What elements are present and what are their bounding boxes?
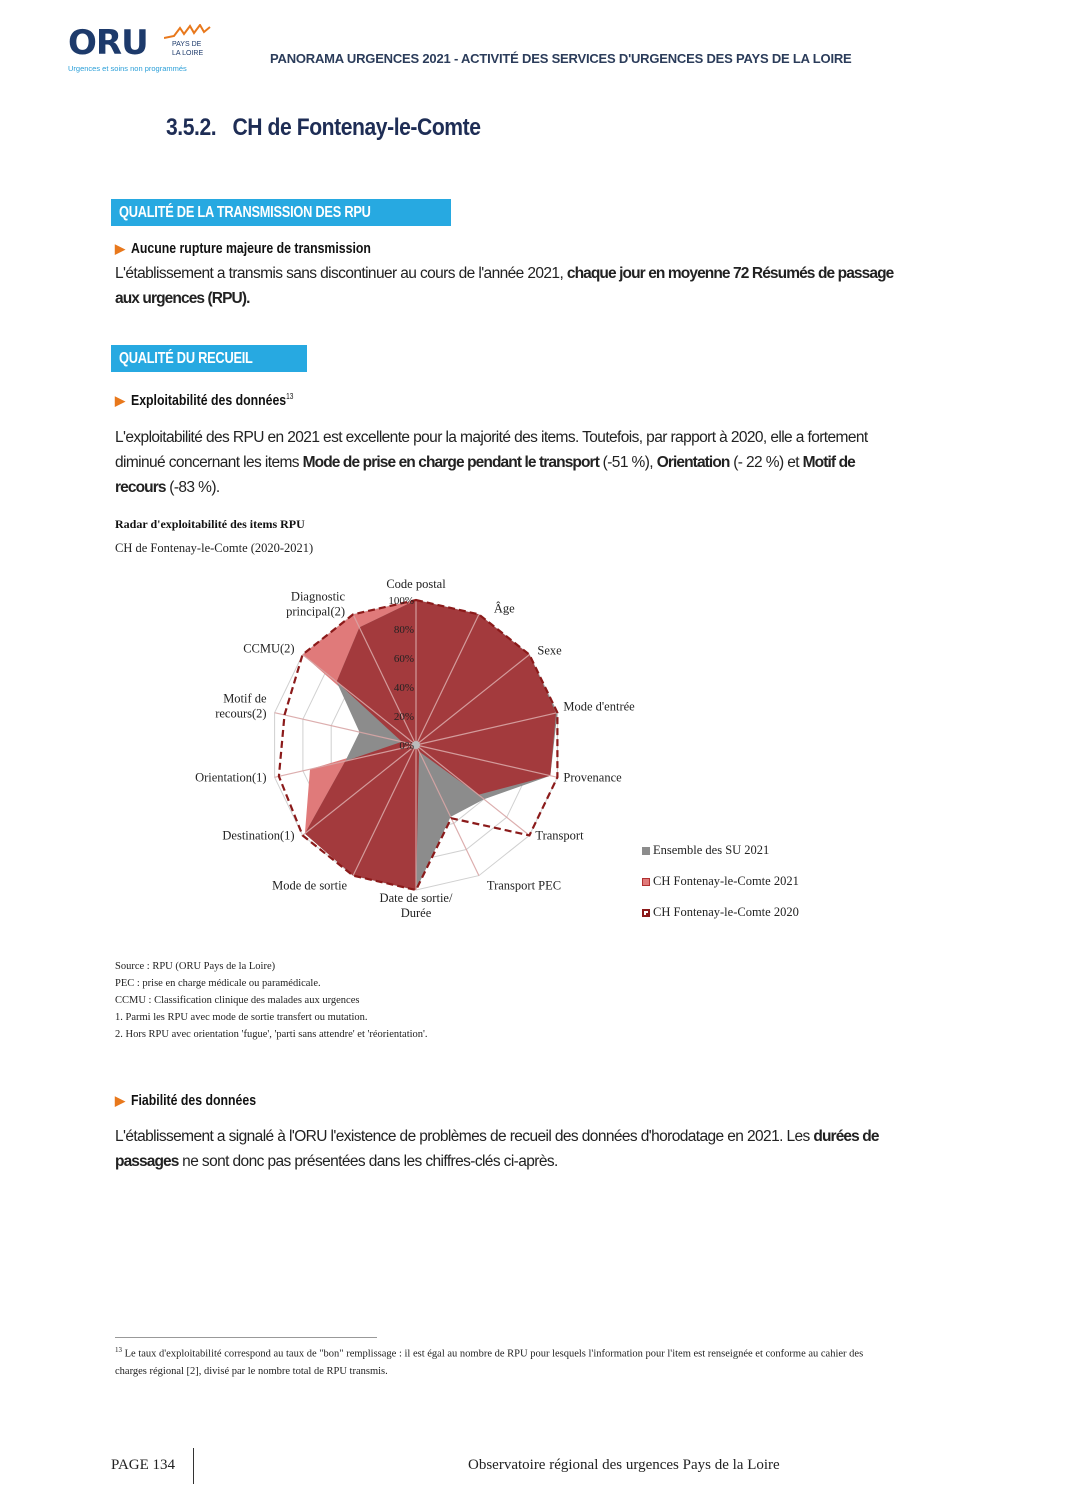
- subhead-transmission: [115, 240, 424, 257]
- chart-notes: [115, 958, 428, 1043]
- legend-swatch-grey-icon: [642, 847, 650, 855]
- text-plain: L'établissement a transmis sans discontinuer au cours de l'année 2021,: [115, 265, 567, 282]
- section-number: 3.5.2.: [166, 114, 217, 141]
- tick-label: 20%: [393, 711, 414, 723]
- axis-label: Transport: [535, 828, 584, 843]
- legend-item-ch-2020: [642, 905, 799, 936]
- axis-label: Mode de sortie: [272, 878, 348, 893]
- logo-tagline: Urgences et soins non programmés: [68, 64, 187, 73]
- axis-label: Transport PEC: [486, 878, 562, 893]
- axis-label: CCMU(2): [243, 641, 295, 656]
- text-plain: (- 22 %) et: [729, 454, 803, 471]
- logo-region-line2: LA LOIRE: [172, 50, 204, 57]
- axis-label: Destination(1): [222, 828, 295, 843]
- axis-label: Orientation(1): [195, 770, 267, 785]
- axis-label: Sexe: [537, 643, 562, 658]
- axis-label: Code postal: [386, 577, 446, 591]
- subhead-exploitabilite-label: [131, 392, 293, 409]
- text-bold: Mode de prise en charge pendant le transport: [302, 454, 599, 471]
- axis-label: Âge: [493, 601, 515, 616]
- chart-subtitle: CH de Fontenay-le-Comte (2020-2021): [115, 541, 314, 555]
- legend-label: Ensemble des SU 2021: [653, 843, 770, 857]
- logo-wave-icon: [164, 24, 214, 40]
- text-bold: chaque jour en moyenne 72 Résumés de passage aux urgences (RPU).: [115, 265, 894, 307]
- paragraph-fiabilite: [115, 1124, 895, 1174]
- band-transmission: [111, 199, 451, 226]
- axis-label: Motif de recours(2): [215, 691, 267, 721]
- section-heading: [166, 114, 481, 142]
- legend-item-ch-2021: [642, 874, 799, 905]
- note-ccmu: CCMU : Classification clinique des malades aux urgences: [115, 995, 360, 1006]
- triangle-bullet-icon: ▶: [115, 393, 125, 408]
- axis-label: Date de sortie/ Durée: [379, 891, 453, 920]
- note-2: 2. Hors RPU avec orientation 'fugue', 'parti sans attendre' et 'réorientation'.: [115, 1029, 428, 1040]
- logo-region: [172, 40, 203, 58]
- axis-label: Mode d'entrée: [563, 699, 635, 714]
- running-title: PANORAMA URGENCES 2021 - ACTIVITÉ DES SERVICES D'URGENCES DES PAYS DE LA LOIRE: [270, 51, 852, 66]
- footnote: [115, 1342, 895, 1380]
- paragraph-transmission: [115, 261, 895, 311]
- footnote-ref: 13: [286, 392, 294, 401]
- chart-legend: [642, 843, 799, 936]
- subhead-exploitabilite: [115, 392, 329, 409]
- radar-chart: [160, 570, 640, 940]
- subhead-text: Exploitabilité des données: [131, 392, 287, 409]
- band-recueil-label: QUALITÉ DU RECUEIL: [119, 350, 253, 367]
- axis-label: Diagnostic principal(2): [286, 589, 346, 619]
- subhead-transmission-label: Aucune rupture majeure de transmission: [131, 240, 371, 257]
- legend-swatch-dashed-icon: [642, 909, 650, 917]
- footer-divider: [193, 1448, 194, 1484]
- page-number: PAGE 134: [111, 1457, 176, 1473]
- note-1: 1. Parmi les RPU avec mode de sortie transfert ou mutation.: [115, 1012, 368, 1023]
- text-plain: L'exploitabilité des RPU en 2021 est excellente pour la majorité des items. Toutefois, par rapport à 2020, elle a fortement diminué concernant les items: [115, 429, 868, 471]
- logo-wordmark: ORU: [68, 23, 148, 63]
- text-bold: Motif de recours: [115, 454, 855, 496]
- axis-label: Provenance: [563, 770, 622, 785]
- text-bold: durées de passages: [115, 1128, 879, 1170]
- legend-label: CH Fontenay-le-Comte 2020: [653, 905, 799, 919]
- footer-organization: Observatoire régional des urgences Pays de la Loire: [468, 1457, 780, 1473]
- note-source: Source : RPU (ORU Pays de la Loire): [115, 961, 276, 972]
- triangle-bullet-icon: ▶: [115, 1093, 125, 1108]
- tick-label: 40%: [393, 682, 414, 694]
- legend-item-ensemble: [642, 843, 799, 874]
- tick-label: 0%: [399, 740, 414, 752]
- tick-label: 80%: [393, 624, 414, 636]
- footnote-text: Le taux d'exploitabilité correspond au taux de "bon" remplissage : il est égal au nombre de RPU pour lesquels l'information pour l'item est renseignée et conforme au cahier des charges régional [2], divisé par le nombre total de RPU transmis.: [115, 1348, 864, 1377]
- paragraph-exploitabilite: [115, 425, 895, 500]
- band-transmission-label: QUALITÉ DE LA TRANSMISSION DES RPU: [119, 204, 371, 221]
- band-recueil: [111, 345, 307, 372]
- oru-logo: [68, 24, 218, 76]
- legend-label: CH Fontenay-le-Comte 2021: [653, 874, 799, 888]
- text-plain: (-51 %),: [598, 454, 657, 471]
- text-plain: L'établissement a signalé à l'ORU l'existence de problèmes de recueil des données d'horodatage en 2021. Les: [115, 1128, 814, 1145]
- subhead-fiabilite: [115, 1092, 284, 1109]
- text-plain: (-83 %).: [165, 479, 220, 496]
- text-plain: ne sont donc pas présentées dans les chiffres-clés ci-après.: [178, 1153, 558, 1170]
- text-bold: Orientation: [656, 454, 730, 471]
- tick-label: 60%: [393, 653, 414, 665]
- tick-label: 100%: [388, 595, 414, 607]
- chart-title: Radar d'exploitabilité des items RPU: [115, 517, 305, 531]
- note-pec: PEC : prise en charge médicale ou paramédicale.: [115, 978, 321, 989]
- section-title: CH de Fontenay-le-Comte: [232, 114, 481, 141]
- triangle-bullet-icon: ▶: [115, 241, 125, 256]
- footnote-divider: [115, 1337, 377, 1338]
- footnote-number: 13: [115, 1346, 122, 1354]
- subhead-fiabilite-label: Fiabilité des données: [131, 1092, 257, 1109]
- legend-swatch-pink-icon: [642, 878, 650, 886]
- logo-region-line1: PAYS DE: [172, 41, 202, 48]
